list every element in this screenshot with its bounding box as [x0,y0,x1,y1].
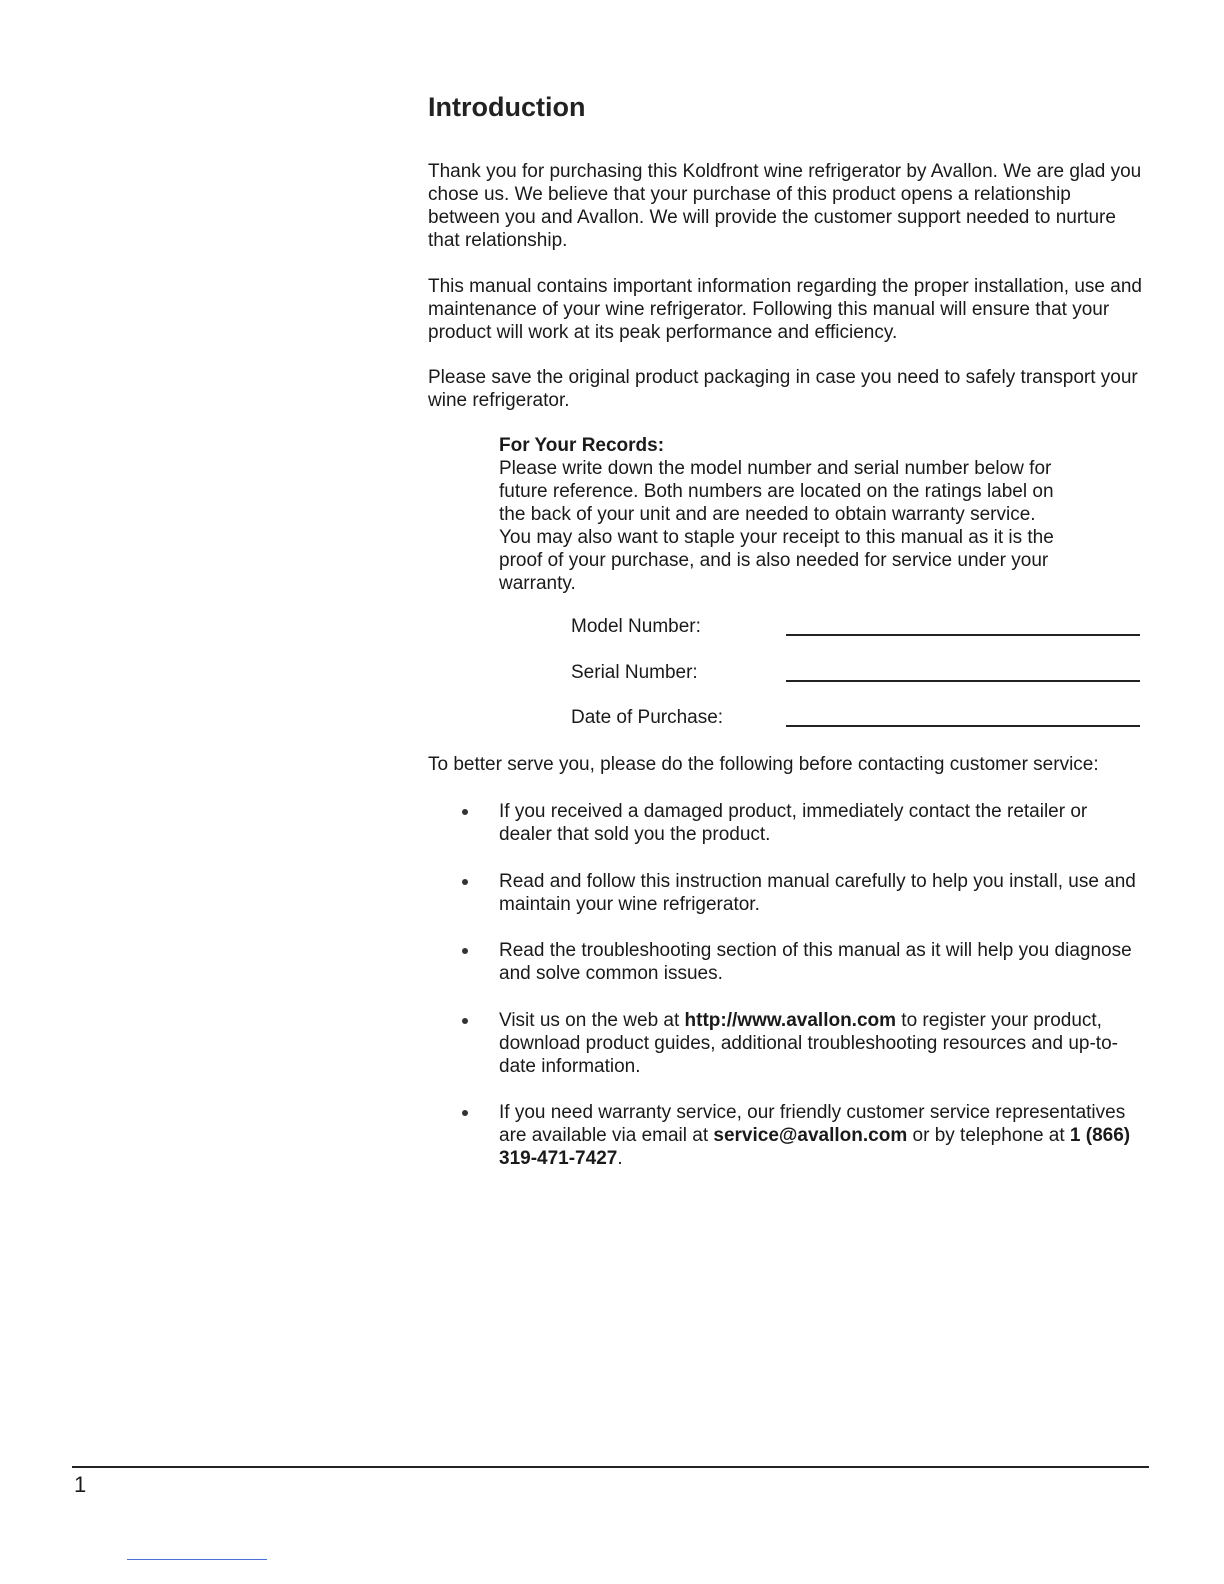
list-item-text [499,1009,1144,1078]
serial-number-label: Serial Number: [571,662,698,683]
list-item-text [499,1101,1144,1170]
date-of-purchase-field [571,707,1146,737]
list-item-text: If you received a damaged product, immediately contact the retailer or dealer that sold you the product. [499,801,1088,845]
list-item-text-post: to register your product, download product guides, additional troubleshooting resources and up-to-date information. [499,1010,1118,1077]
intro-paragraph-manual: This manual contains important information regarding the proper installation, use and maintenance of your wine refrigerator. Following this manual will ensure that your product will work at its peak performance and efficiency. [428,276,1142,343]
bullet-icon [462,948,468,954]
records-section [499,434,1059,595]
bullet-icon [462,1110,468,1116]
model-number-label: Model Number: [571,616,701,637]
model-number-field [571,616,1146,646]
intro-paragraph-thanks: Thank you for purchasing this Koldfront wine refrigerator by Avallon. We are glad you chose us. We believe that your purchase of this product opens a relationship between you and Avallon. We will provide the customer support needed to nurture that relationship. [428,161,1142,251]
bottom-divider [127,1559,267,1560]
list-item-text-post: . [617,1148,623,1169]
intro-paragraph-packaging: Please save the original product packaging in case you need to safely transport your wine refrigerator. [428,367,1138,411]
list-item-text-mid: or by telephone at [907,1125,1070,1146]
footer-divider [72,1466,1149,1468]
service-lead: To better serve you, please do the following before contacting customer service: [428,754,1099,775]
records-body: Please write down the model number and serial number below for future reference. Both numbers are located on the ratings label on the back of your unit and are needed to obtain warranty service. You may also want to staple your receipt to this manual as it is the proof of your purchase, and is also needed for service under your warranty. [499,458,1054,594]
bullet-icon [462,879,468,885]
records-heading: For Your Records: [499,435,665,456]
website-link[interactable]: http://www.avallon.com [684,1010,897,1031]
model-number-blank-line [786,634,1140,636]
date-of-purchase-blank-line [786,725,1140,727]
bullet-icon [462,1018,468,1024]
service-email-link[interactable]: service@avallon.com [713,1125,908,1146]
serial-number-blank-line [786,680,1140,682]
bullet-icon [462,809,468,815]
list-item-text-pre: Visit us on the web at [499,1010,685,1031]
page-number: 1 [74,1472,87,1497]
date-of-purchase-label: Date of Purchase: [571,707,724,728]
service-phone-number: 1 (866) 319-471-7427 [499,1125,1131,1169]
list-item-text-pre: If you need warranty service, our friendly customer service representatives are available via email at [499,1102,1126,1146]
list-item-text: Read the troubleshooting section of this manual as it will help you diagnose and solve common issues. [499,940,1132,984]
list-item-text: Read and follow this instruction manual carefully to help you install, use and maintain your wine refrigerator. [499,871,1136,915]
page-title: Introduction [428,92,586,122]
serial-number-field [571,662,1146,692]
